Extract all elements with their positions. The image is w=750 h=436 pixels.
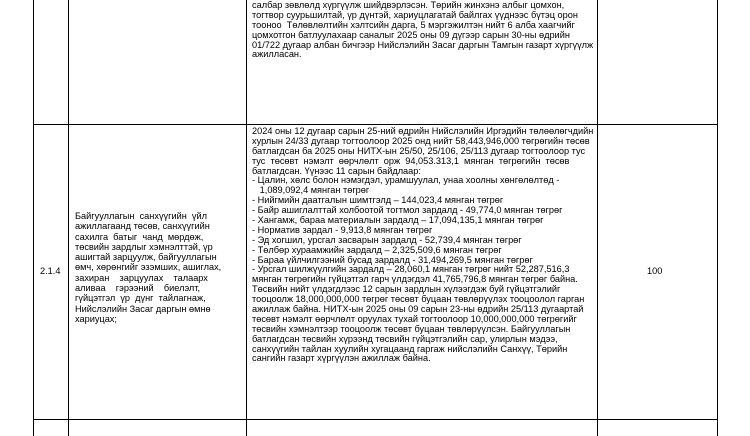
table-border-bottom (33, 419, 718, 420)
text-line: - Төлбөр хураамжийн зардалд – 2,325,509,6 мянган төгрөг (252, 244, 502, 255)
text-line: санхүүгийн тайлан хуулийн хугацаанд гаргаж нийслэлийн Санхүү, Төрийн (252, 343, 568, 354)
text-line: төсвийн хэмнэлтээр тооцоолж төсөвт буцаан төвлөрүүлсэн. Байгууллагын (252, 323, 571, 334)
column-divider-3 (597, 0, 598, 436)
column-divider-1 (68, 0, 69, 436)
main-report-text (252, 127, 592, 364)
text-line: мянган төгрөгийн гүйцэтгэл гарч үлдэгдэл 41,765,796,8 мянган төгрөг байна. (252, 274, 578, 285)
top-row-report-text (252, 1, 592, 60)
text-line: Төсвийн нийт үлдэгдлээс 12 сарын зардлын хүлээгдэж буй гүйцэтгэлийг (252, 284, 561, 295)
text-line: захиран зарцуулах талаарх (75, 272, 208, 283)
column-divider-2 (246, 0, 247, 436)
text-line: - Байр ашиглалттай холбоотой тогтмол зардалд - 49,774,0 мянган төгрөг (252, 205, 563, 216)
text-line: тус төсөвт нэмэлт өөрчлөлт орж 94,053.313,1 мянган төгрөгийн төсөв (252, 155, 570, 166)
text-line: ажиллагаанд төсөв, санхүүгийн (75, 221, 210, 232)
score-value: 100 (647, 266, 663, 276)
text-line: ажиллаж байна. НИТХ-ын 2025 оны 09 сарын 23-ны өдрийн 25/113 дугаартай (252, 304, 584, 315)
text-line: сангийн газарт хүргүүлэн ажиллаж байна. (252, 353, 431, 364)
text-line: - Норматив зардал - 9,913,8 мянган төгрөг (252, 224, 433, 235)
row-divider (33, 124, 718, 125)
text-line: ажилласан. (252, 49, 302, 60)
text-line: өмч, хөрөнгийг эзэмших, ашиглах, (75, 262, 222, 273)
text-line: Нийслэлийн Засаг даргын өмнө (75, 303, 211, 314)
task-description (75, 211, 243, 324)
text-line: - Бараа үйлчилгээний бусад зардалд - 31,494,269,5 мянган төгрөг (252, 254, 533, 265)
text-line: тооноо Төлөвлөлтийн хэлтсийн дарга, 5 мэргэжилтэн нийт 6 алба хаагчийг (252, 19, 575, 30)
text-line: тооцоолж 18,000,000,000 төгрөг төсөвт буцаан төвлөрүүлэх тооцоолол гарган (252, 294, 585, 305)
text-line: тогтвор суурьшилтай, үр дүнтэй, хариуцлагатай байлгах үүднээс бүтэц орон (252, 9, 578, 20)
table-border-left (33, 0, 34, 436)
text-line: аливаа гэрээний биелэлт, (75, 283, 201, 294)
text-line: Байгууллагын санхүүгийн үйл (75, 211, 208, 221)
text-line: 01/722 дугаар албан бичгээр Нийслэлийн Засаг даргын Тамгын газарт хүргүүлж (252, 39, 594, 50)
text-line: - Урсгал шилжүүлгийн зардалд – 28,060,1 мянган төгрөг нийт 52,287,516,3 (252, 264, 570, 275)
text-line: төсөвт нэмэлт өөрчлөлт оруулах тухай тогтоолоор 10,000,000,000 төгрөгийг (252, 313, 577, 324)
text-line: салбар зөвлөлд хүргүүлж шийдвэрлэсэн. Төрийн жинхэнэ албыг цомхон, (252, 0, 565, 10)
table-border-right (717, 0, 718, 436)
text-line: ашигтай зарцуулж, байгууллагын (75, 252, 217, 263)
text-line: - Эд хогшил, урсгал засварын зардалд - 52,739,4 мянган төгрөг (252, 234, 522, 245)
text-line: 2024 оны 12 дугаар сарын 25-ний өдрийн Нийслэлийн Иргэдийн төлөөлөгчдийн (252, 126, 594, 136)
text-line: батлагдсан. Үүнээс 11 сарын байдлаар: (252, 165, 421, 176)
text-line: сахилга батыг чанд мөрдөж, (75, 231, 204, 242)
text-line: төсвийн зардлыг хэмнэлттэй, үр (75, 241, 213, 252)
text-line: гүйцэтгэл үр дүнг тайлагнаж, (75, 293, 206, 304)
text-line: - Нийгмийн даатгалын шимтгэлд – 144,023,4 мянган төгрөг (252, 195, 504, 206)
text-line: - Хангамж, бараа материалын зардалд – 17,094,135,1 мянган төгрөг (252, 215, 544, 226)
text-line: хурлын 24/33 дугаар тогтоолоор 2025 онд нийт 58,443,946,000 төгрөгийн төсөв (252, 135, 590, 146)
text-line: 1,089,092,4 мянган төгрөг (252, 185, 370, 196)
text-line: хариуцах; (75, 313, 117, 324)
text-line: батлагдсан төсвийн хүрээнд төсвийн гүйцэтгэлийн сар, улирлын мэдээ, (252, 333, 558, 344)
row-number: 2.1.4 (40, 266, 61, 276)
text-line: цомхотгон батлуулахаар саналыг 2025 оны 09 дүгээр сарын 30-ны өдрийн (252, 29, 570, 40)
text-line: - Цалин, хөлс болон нэмэгдэл, урамшуулал, унаа хоолны хөнгөлөлтөд - (252, 175, 560, 186)
text-line: батлагдсан ба 2025 оны НИТХ-ын 25/50, 25/106, 25/113 дугаар тогтоолоор тус (252, 145, 586, 156)
